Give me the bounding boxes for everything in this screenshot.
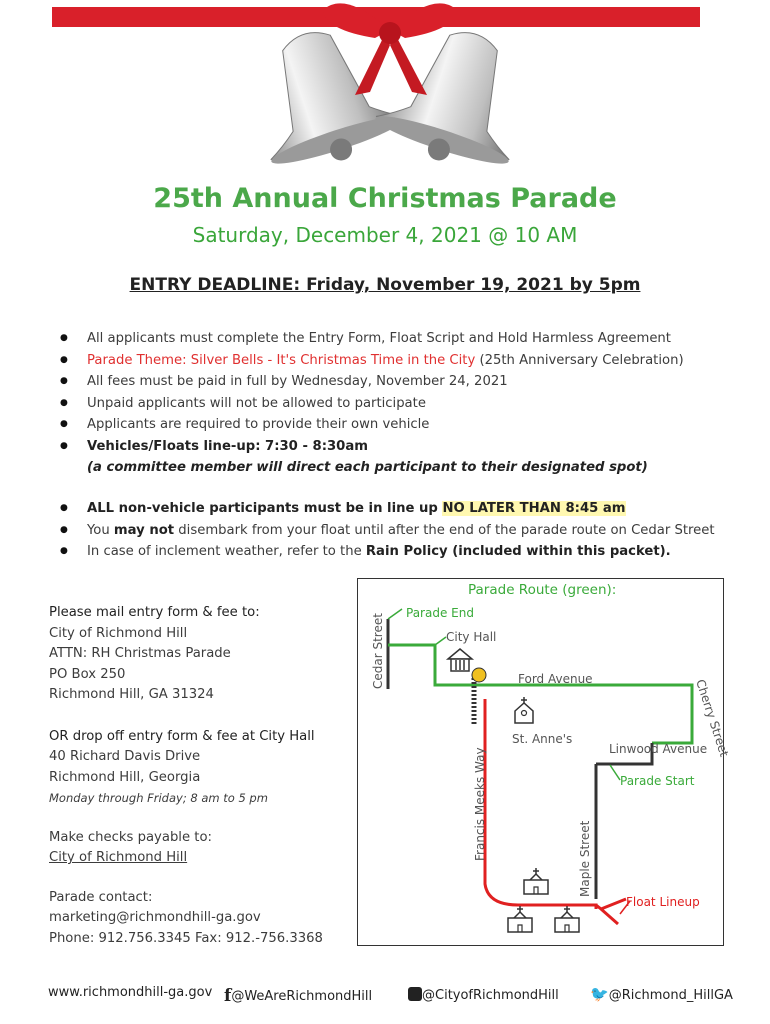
contact-heading: Parade contact: [49, 889, 153, 905]
city-hall-label: City Hall [446, 630, 497, 644]
church-icon [515, 697, 533, 723]
instagram-link[interactable]: @CityofRichmondHill [408, 985, 559, 1003]
mail-line: PO Box 250 [49, 666, 126, 682]
drop-heading: OR drop off entry form & fee at City Hall [49, 728, 315, 744]
mail-heading: Please mail entry form & fee to: [49, 605, 260, 620]
list-item: ● In case of inclement weather, refer to the Rain Policy (included within this packet). [58, 541, 715, 563]
float-lineup-label: Float Lineup [626, 895, 700, 909]
entry-deadline: ENTRY DEADLINE: Friday, November 19, 2021 by 5pm [129, 275, 641, 295]
checks-heading: Make checks payable to: [49, 829, 212, 845]
francis-meeks-way-label: Francis Meeks Way [473, 747, 487, 861]
rules-list-2 [58, 498, 715, 563]
office-hours: Monday through Friday; 8 am to 5 pm [49, 791, 268, 805]
event-date: Saturday, December 4, 2021 @ 10 AM [192, 223, 578, 247]
contact-email[interactable]: marketing@richmondhill-ga.gov [49, 910, 261, 925]
mail-line: City of Richmond Hill [49, 625, 188, 641]
page-title: 25th Annual Christmas Parade [153, 183, 617, 214]
list-item: ● You may not disembark from your float until after the end of the parade route on Cedar Street [58, 520, 715, 542]
checks-payee: City of Richmond Hill [49, 850, 188, 865]
ford-avenue-label: Ford Avenue [518, 672, 593, 686]
list-item: ● Applicants are required to provide their own vehicle [58, 414, 684, 436]
parade-route-map [357, 578, 732, 946]
city-hall-arrow [435, 637, 446, 645]
church-icon [524, 868, 548, 894]
list-item: ● Vehicles/Floats line-up: 7:30 - 8:30am [58, 436, 684, 458]
parade-end-label: Parade End [406, 606, 474, 620]
st-annes-label: St. Anne's [512, 732, 573, 746]
parade-theme: Parade Theme: Silver Bells - It's Christmas Time in the City [87, 352, 476, 368]
drop-line: 40 Richard Davis Drive [49, 749, 201, 764]
cedar-street-label: Cedar Street [371, 613, 385, 689]
footer [0, 985, 770, 1005]
mail-line: Richmond Hill, GA 31324 [49, 687, 214, 702]
linwood-avenue-label: Linwood Avenue [609, 742, 708, 756]
list-item: ● All fees must be paid in full by Wednesday, November 24, 2021 [58, 371, 684, 393]
parade-start-arrow [610, 765, 620, 780]
school-icon [555, 906, 579, 932]
parade-route-line [388, 645, 692, 743]
city-hall-icon [448, 649, 472, 671]
twitter-link[interactable]: 🐦@Richmond_HillGA [590, 985, 733, 1003]
list-item: ● ALL non-vehicle participants must be in line up NO LATER THAN 8:45 am [58, 498, 715, 520]
twitter-icon: 🐦 [590, 985, 609, 1003]
website-link[interactable]: www.richmondhill-ga.gov [48, 985, 213, 1000]
list-item: ● Parade Theme: Silver Bells - It's Christmas Time in the City (25th Anniversary Celebration) [58, 350, 684, 372]
parade-start-label: Parade Start [620, 774, 695, 788]
contact-phone: Phone: 912.756.3345 Fax: 912.-756.3368 [49, 930, 323, 946]
facebook-link[interactable]: f@WeAreRichmondHill [224, 986, 373, 1006]
map-title: Parade Route (green): [468, 582, 617, 598]
rules-list [58, 328, 684, 479]
mail-line: ATTN: RH Christmas Parade [49, 646, 231, 661]
instagram-icon [408, 987, 422, 1001]
list-item-note: (a committee member will direct each participant to their designated spot) [87, 460, 648, 475]
parade-end-arrow [388, 609, 402, 619]
list-item: ● Unpaid applicants will not be allowed to participate [58, 393, 684, 415]
rail-crossing-icon [472, 668, 486, 682]
facebook-icon: f [224, 986, 232, 1006]
contact-info [49, 603, 349, 949]
cherry-street-label: Cherry Street [693, 677, 732, 759]
maple-street-label: Maple Street [578, 820, 592, 897]
school-icon [508, 906, 532, 932]
silver-bells-icon [205, 0, 575, 180]
list-item: ● All applicants must complete the Entry Form, Float Script and Hold Harmless Agreement [58, 328, 684, 350]
drop-line: Richmond Hill, Georgia [49, 769, 201, 785]
